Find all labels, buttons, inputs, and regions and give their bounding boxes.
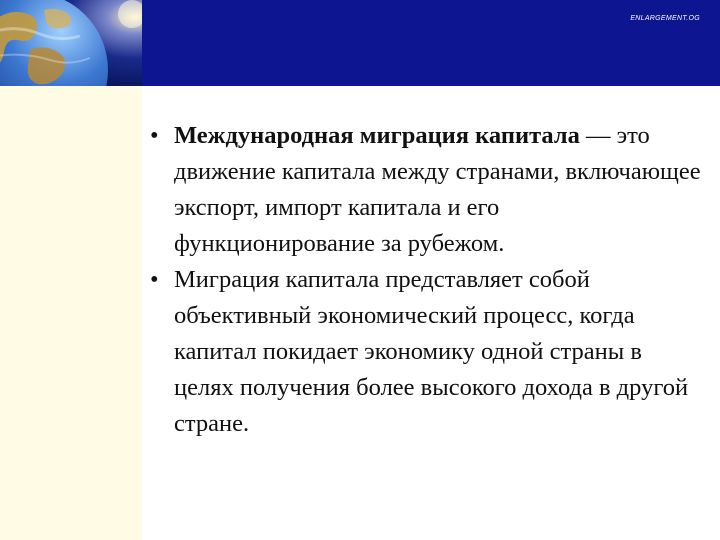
bullet-text: Миграция капитала представляет собой объективный экономический процесс, когда капитал покидает экономику одной страны в целях получения более высокого дохода в другой стране. (174, 266, 689, 437)
bullet-item-2 (150, 262, 706, 442)
bullet-list (150, 118, 706, 442)
bullet-item-1 (150, 118, 706, 262)
brand-label: ENLARGEMENT.OG (630, 15, 700, 22)
header-band (142, 0, 720, 86)
sidebar-strip (0, 86, 142, 540)
bullet-dot: • (150, 122, 159, 149)
bullet-term: Международная миграция капитала (174, 122, 580, 149)
earth-globe-icon (0, 0, 142, 86)
bullet-text: — это движение капитала между странами, включающее экспорт, импорт капитала и его функционирование за рубежом. (174, 122, 701, 257)
bullet-dot: • (150, 266, 159, 293)
